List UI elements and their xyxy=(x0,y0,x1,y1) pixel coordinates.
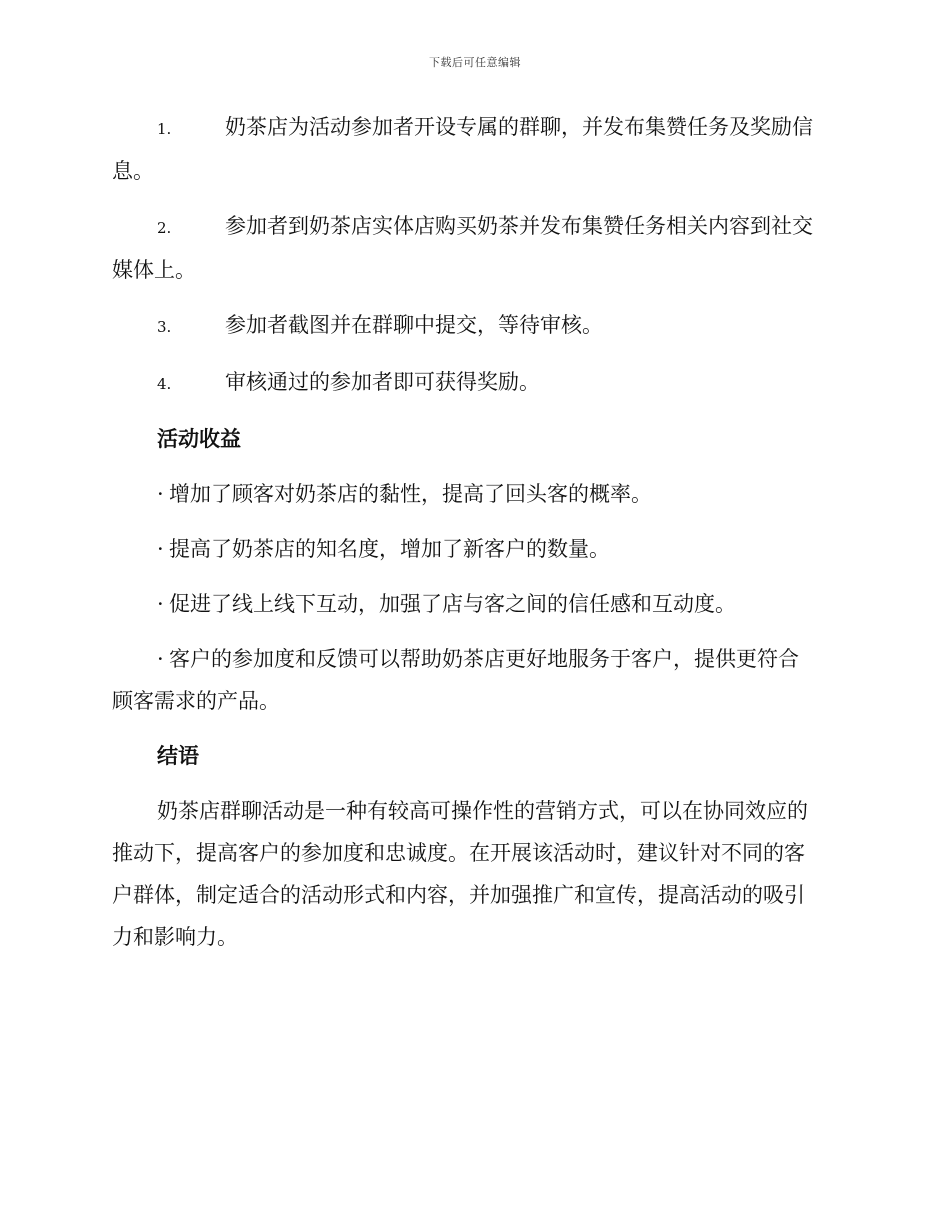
benefit-text: 促进了线上线下互动，加强了店与客之间的信任感和互动度。 xyxy=(169,592,736,616)
step-text: 审核通过的参加者即可获得奖励。 xyxy=(225,370,540,394)
step-number: 4. xyxy=(157,375,172,393)
bullet-icon: · xyxy=(157,647,164,671)
benefit-text: 客户的参加度和反馈可以帮助奶茶店更好地服务于客户，提供更符合 xyxy=(169,647,799,671)
benefit-item xyxy=(112,638,832,722)
benefit-item xyxy=(112,473,832,515)
conclusion-line: 户群体，制定适合的活动形式和内容，并加强推广和宣传，提高活动的吸引 xyxy=(112,883,805,907)
benefit-line xyxy=(112,583,832,625)
benefit-line xyxy=(112,528,832,570)
step-text: 参加者到奶茶店实体店购买奶茶并发布集赞任务相关内容到社交 xyxy=(225,214,813,238)
step-line-continued: 媒体上。 xyxy=(112,258,196,282)
section-heading-benefits: 活动收益 xyxy=(157,426,241,451)
document-body xyxy=(112,106,832,971)
conclusion-line: 力和影响力。 xyxy=(112,925,238,949)
header-note: 下载后可任意编辑 xyxy=(429,56,521,69)
bullet-icon: · xyxy=(157,482,164,506)
benefit-line xyxy=(112,638,832,680)
step-line-continued: 息。 xyxy=(112,159,154,183)
bullet-icon: · xyxy=(157,592,164,616)
step-item xyxy=(112,361,832,405)
step-number: 1. xyxy=(157,120,172,138)
step-line xyxy=(112,205,832,249)
benefit-text: 增加了顾客对奶茶店的黏性，提高了回头客的概率。 xyxy=(169,482,652,506)
step-number: 3. xyxy=(157,318,172,336)
benefit-line xyxy=(112,473,832,515)
step-line xyxy=(112,361,832,405)
step-item xyxy=(112,205,832,291)
step-item xyxy=(112,304,832,348)
step-line xyxy=(112,106,832,150)
conclusion-line: 推动下，提高客户的参加度和忠诚度。在开展该活动时，建议针对不同的客 xyxy=(112,841,805,865)
step-text: 奶茶店为活动参加者开设专属的群聊，并发布集赞任务及奖励信 xyxy=(225,115,813,139)
bullet-icon: · xyxy=(157,537,164,561)
benefit-item xyxy=(112,583,832,625)
benefit-item xyxy=(112,528,832,570)
conclusion-paragraph xyxy=(112,790,832,958)
benefit-text: 提高了奶茶店的知名度，增加了新客户的数量。 xyxy=(169,537,610,561)
step-number: 2. xyxy=(157,219,172,237)
step-line xyxy=(112,304,832,348)
section-heading-conclusion: 结语 xyxy=(157,743,199,768)
conclusion-line: 奶茶店群聊活动是一种有较高可操作性的营销方式，可以在协同效应的 xyxy=(157,799,808,823)
step-item xyxy=(112,106,832,192)
benefit-line-continued: 顾客需求的产品。 xyxy=(112,689,280,713)
step-text: 参加者截图并在群聊中提交，等待审核。 xyxy=(225,313,603,337)
